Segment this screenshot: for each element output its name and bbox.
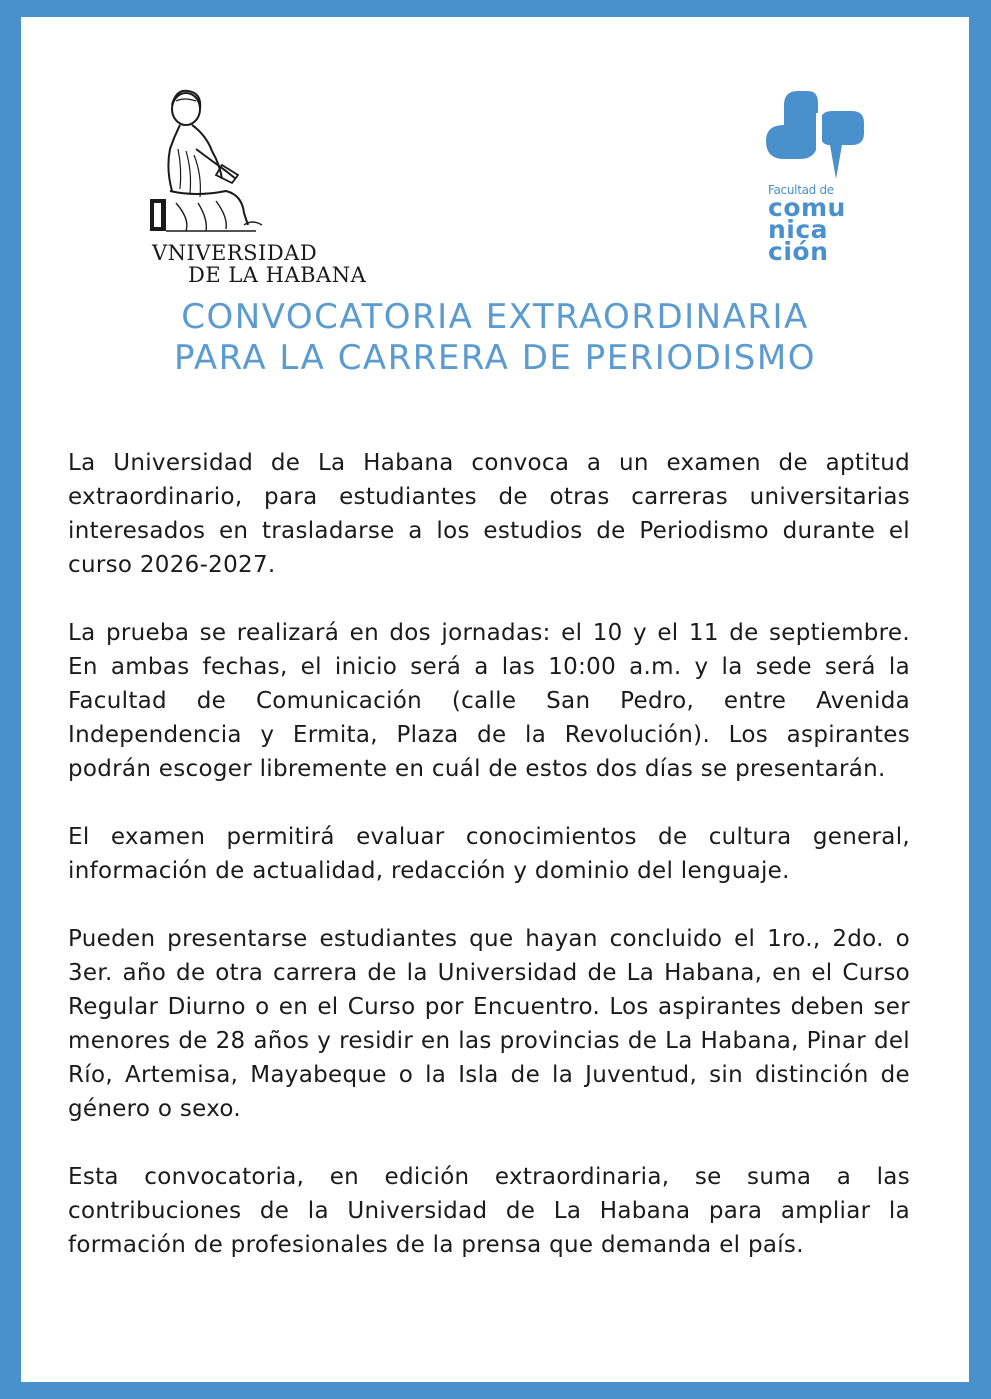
university-logo: [126, 79, 367, 289]
title-line1: CONVOCATORIA EXTRAORDINARIA: [181, 297, 809, 337]
faculty-word-3: ción: [768, 237, 829, 266]
title-line2: PARA LA CARRERA DE PERIODISMO: [174, 338, 816, 378]
paragraph-5: Esta convocatoria, en edición extraordinaria, se suma a las contribuciones de la Universidad de La Habana para ampliar la formación de profesionales de la prensa que demanda el país.: [68, 1164, 910, 1258]
alma-mater-figure-icon: [126, 79, 286, 239]
university-name-line2: DE LA HABANA: [188, 263, 367, 287]
paragraph-2: La prueba se realizará en dos jornadas: el 10 y el 11 de septiembre. En ambas fechas, el inicio será a las 10:00 a.m. y la sede será la Facultad de Comunicación (calle San Pedro, entre Avenida Independencia y Ermita, Plaza de la Revolución). Los aspirantes podrán escoger libremente en cuál de estos dos días se presentarán.: [68, 620, 910, 782]
speech-bubbles-icon: [756, 83, 876, 183]
paragraph-1: La Universidad de La Habana convoca a un examen de aptitud extraordinario, para estudiantes de otras carreras universitarias interesados en trasladarse a los estudios de Periodismo durante el curso 2026-2027.: [68, 450, 910, 578]
document-page: [21, 17, 969, 1382]
document-title: [81, 297, 909, 379]
document-body: [68, 446, 910, 1296]
paragraph-4: Pueden presentarse estudiantes que hayan concluido el 1ro., 2do. o 3er. año de otra carrera de la Universidad de La Habana, en el Curso Regular Diurno o en el Curso por Encuentro. Los aspirantes deben ser menores de 28 años y residir en las provincias de La Habana, Pinar del Río, Artemisa, Mayabeque o la Isla de la Juventud, sin distinción de género o sexo.: [68, 926, 910, 1122]
paragraph-3: El examen permitirá evaluar conocimientos de cultura general, información de actualidad, redacción y dominio del lenguaje.: [68, 824, 910, 884]
faculty-logo: [756, 83, 876, 273]
faculty-label: Facultad de: [768, 183, 834, 197]
university-name-line1: VNIVERSIDAD: [152, 241, 318, 265]
faculty-word-1: comu: [768, 193, 846, 222]
faculty-word-2: nica: [768, 215, 829, 244]
